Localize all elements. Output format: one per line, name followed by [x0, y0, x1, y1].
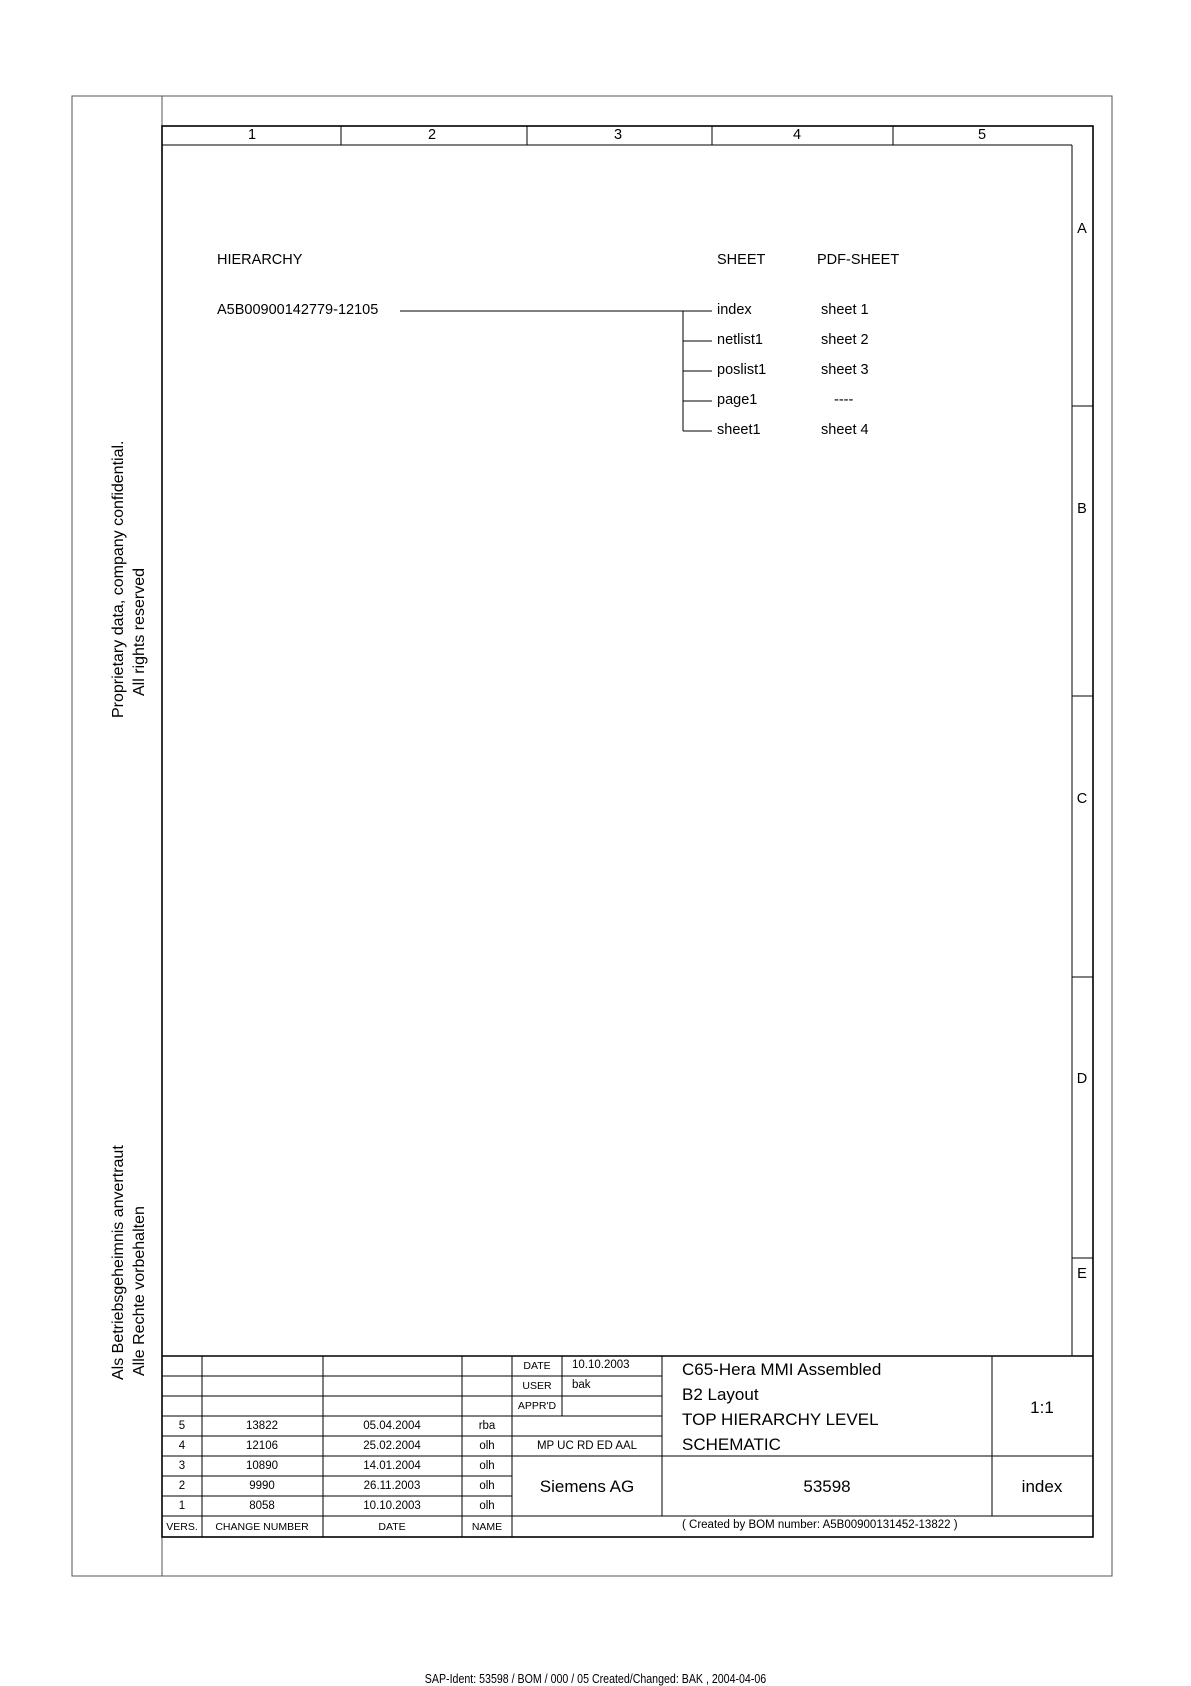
header-change-number: CHANGE NUMBER [215, 1521, 309, 1533]
hierarchy-entry-sheet: sheet1 [717, 422, 761, 438]
revision-name: olh [479, 1460, 495, 1472]
revision-vers: 2 [178, 1480, 186, 1492]
revision-change: 10890 [246, 1460, 278, 1472]
grid-row-c: C [1076, 791, 1088, 807]
header-name: NAME [471, 1521, 503, 1533]
revision-date: 10.10.2003 [363, 1500, 421, 1512]
revision-name: rba [478, 1420, 496, 1432]
grid-row-d: D [1076, 1071, 1088, 1087]
revision-change: 12106 [246, 1440, 278, 1452]
confidential-notice [108, 441, 150, 718]
revision-date: 26.11.2003 [363, 1480, 421, 1492]
date-value: 10.10.2003 [572, 1359, 630, 1371]
hierarchy-entry-sheet: page1 [717, 392, 758, 408]
pdf-sheet-heading: PDF-SHEET [817, 252, 900, 268]
user-label: USER [522, 1380, 552, 1392]
revision-name: olh [479, 1480, 495, 1492]
hierarchy-entry-pdf: sheet 4 [821, 422, 869, 438]
sheet-heading: SHEET [717, 252, 766, 268]
date-label: DATE [523, 1360, 551, 1372]
grid-col-4: 4 [792, 127, 802, 143]
hierarchy-entry-pdf: sheet 3 [821, 362, 869, 378]
scale: 1:1 [1030, 1398, 1054, 1417]
revision-name: olh [479, 1500, 495, 1512]
hierarchy-entry-pdf: sheet 1 [821, 302, 869, 318]
hierarchy-entry-sheet: poslist1 [717, 362, 767, 378]
revision-change: 13822 [246, 1420, 278, 1432]
revision-vers: 4 [178, 1440, 186, 1452]
revision-vers: 1 [178, 1500, 186, 1512]
department: MP UC RD ED AAL [536, 1440, 638, 1452]
drawing-number: 53598 [803, 1477, 851, 1496]
revision-name: olh [479, 1440, 495, 1452]
hierarchy-entry-sheet: netlist1 [717, 332, 763, 348]
hierarchy-heading: HIERARCHY [217, 252, 303, 268]
title-line-1: C65-Hera MMI Assembled [682, 1360, 882, 1379]
sap-footer: SAP-Ident: 53598 / BOM / 000 / 05 Created/Changed: BAK , 2004-04-06 [424, 1672, 767, 1686]
revision-date: 05.04.2004 [363, 1420, 421, 1432]
header-vers: VERS. [166, 1521, 198, 1533]
grid-col-2: 2 [427, 127, 437, 143]
header-date: DATE [378, 1521, 406, 1533]
title-line-4: SCHEMATIC [682, 1435, 781, 1454]
grid-col-3: 3 [613, 127, 623, 143]
grid-row-a: A [1077, 221, 1087, 237]
hierarchy-entry-pdf: sheet 2 [821, 332, 869, 348]
grid-row-b: B [1077, 501, 1087, 517]
user-value: bak [572, 1379, 591, 1391]
apprd-label: APPR'D [517, 1400, 557, 1412]
title-line-3: TOP HIERARCHY LEVEL [682, 1410, 879, 1429]
grid-col-5: 5 [977, 127, 987, 143]
revision-vers: 3 [178, 1460, 186, 1472]
company-name: Siemens AG [539, 1477, 635, 1496]
confidential-notice-line2: All rights reserved [131, 567, 148, 696]
revision-date: 14.01.2004 [363, 1460, 421, 1472]
created-by: ( Created by BOM number: A5B00900131452-13822 ) [682, 1519, 958, 1531]
sheet-name: index [1021, 1477, 1063, 1496]
revision-change: 8058 [249, 1500, 275, 1512]
german-notice [108, 1145, 150, 1380]
german-notice-line1: Als Betriebsgeheimnis anvertraut [110, 1145, 127, 1380]
hierarchy-entry-pdf: ---- [834, 392, 854, 408]
german-notice-line2: Alle Rechte vorbehalten [131, 1206, 148, 1376]
revision-change: 9990 [249, 1480, 275, 1492]
confidential-notice-line1: Proprietary data, company confidential. [110, 440, 127, 718]
hierarchy-root: A5B00900142779-12105 [217, 302, 379, 318]
title-line-2: B2 Layout [682, 1385, 759, 1404]
revision-date: 25.02.2004 [363, 1440, 421, 1452]
revision-vers: 5 [178, 1420, 186, 1432]
grid-col-1: 1 [247, 127, 257, 143]
grid-row-e: E [1077, 1266, 1087, 1282]
hierarchy-entry-sheet: index [717, 302, 752, 318]
